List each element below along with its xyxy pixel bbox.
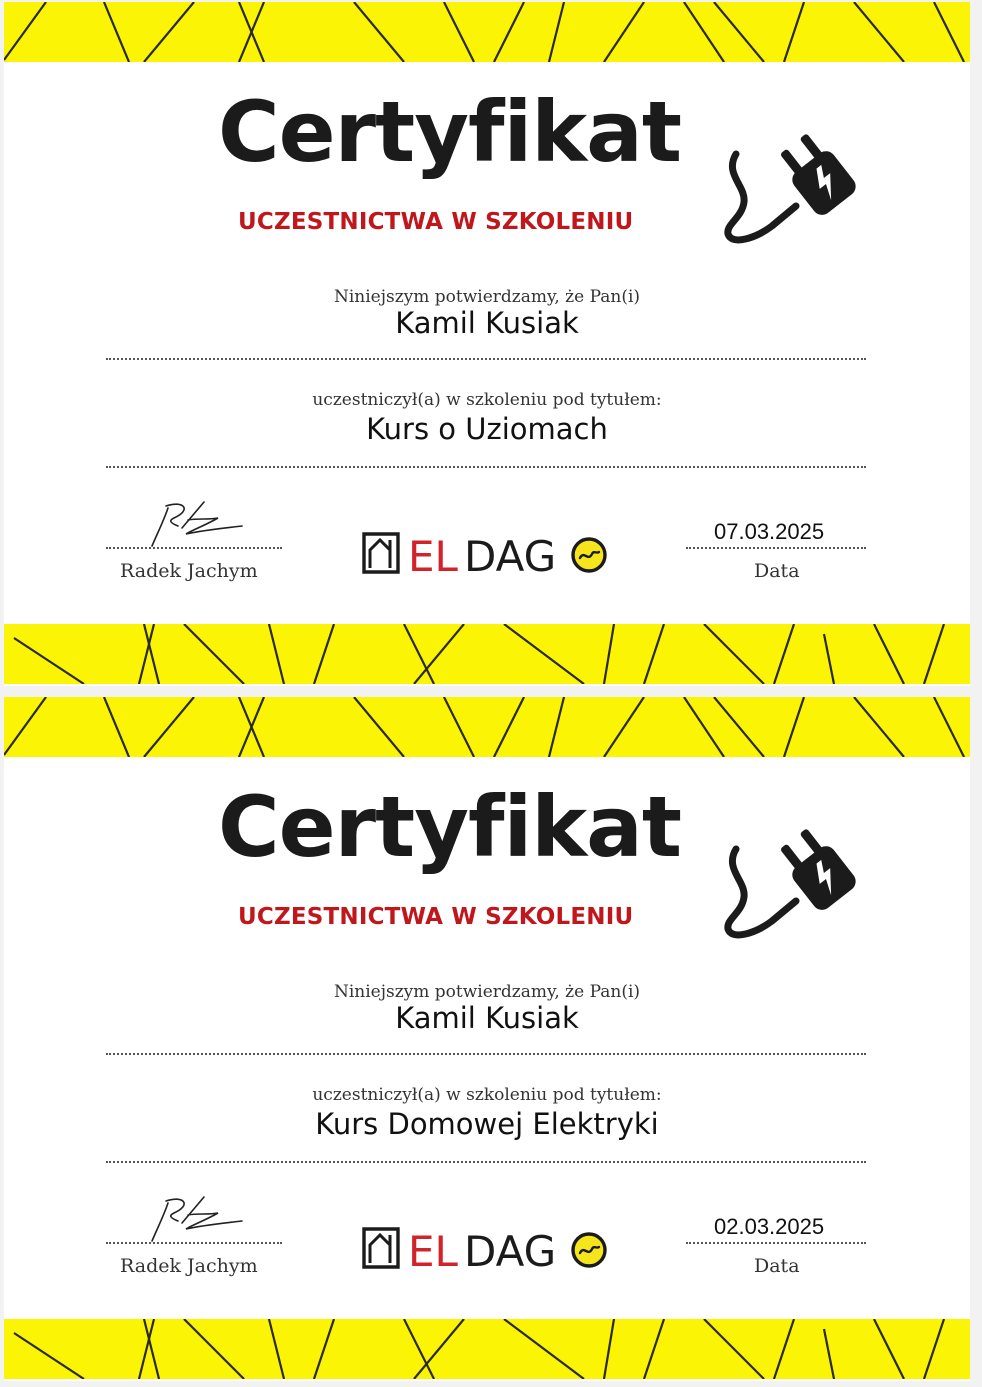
course-title: Kurs o Uziomach — [366, 412, 608, 446]
signatory-name: Radek Jachym — [120, 1255, 258, 1277]
top-decorative-band — [4, 697, 970, 757]
electric-plug-icon — [716, 809, 876, 939]
top-decorative-band — [4, 2, 970, 62]
signature-icon — [134, 1191, 250, 1247]
course-title: Kurs Domowej Elektryki — [315, 1107, 659, 1141]
bottom-decorative-band — [4, 624, 970, 684]
smile-o-icon — [573, 1234, 605, 1266]
band-pattern-bottom — [4, 1319, 970, 1379]
band-pattern-top — [4, 2, 970, 62]
logo-el-text: EL — [408, 532, 458, 578]
electric-plug-icon — [716, 114, 876, 244]
bottom-decorative-band — [4, 1319, 970, 1379]
date-label: Data — [754, 1255, 800, 1277]
certificate-subtitle: UCZESTNICTWA W SZKOLENIU — [238, 209, 634, 235]
smile-o-icon — [573, 539, 605, 571]
signature-dotted-line — [106, 547, 282, 549]
confirmation-text: Niniejszym potwierdzamy, że Pan(i) — [333, 287, 641, 307]
confirmation-text: Niniejszym potwierdzamy, że Pan(i) — [333, 982, 641, 1002]
course-dotted-line — [106, 466, 866, 468]
certificate-date: 02.03.2025 — [714, 1214, 825, 1239]
certificate-subtitle: UCZESTNICTWA W SZKOLENIU — [238, 904, 634, 930]
certificate-2 — [4, 697, 970, 1381]
participant-name: Kamil Kusiak — [395, 306, 579, 340]
date-label: Data — [754, 560, 800, 582]
certificate-1 — [4, 2, 970, 686]
logo-dag-text: DAG — [464, 1227, 557, 1273]
certificate-title: Certyfikat — [218, 778, 681, 876]
certificate-title: Certyfikat — [218, 83, 681, 181]
date-dotted-line — [686, 547, 866, 549]
signatory-name: Radek Jachym — [120, 560, 258, 582]
certificate-date: 07.03.2025 — [714, 519, 825, 544]
date-dotted-line — [686, 1242, 866, 1244]
house-logo-icon — [364, 534, 398, 572]
name-dotted-line — [106, 1053, 866, 1055]
name-dotted-line — [106, 358, 866, 360]
logo-dag-text: DAG — [464, 532, 557, 578]
eldago-logo — [360, 530, 610, 578]
logo-el-text: EL — [408, 1227, 458, 1273]
signature-dotted-line — [106, 1242, 282, 1244]
course-intro-text: uczestniczył(a) w szkoleniu pod tytułem: — [312, 390, 662, 410]
band-pattern-bottom — [4, 624, 970, 684]
band-pattern-top — [4, 697, 970, 757]
signature-icon — [134, 496, 250, 552]
course-dotted-line — [106, 1161, 866, 1163]
house-logo-icon — [364, 1229, 398, 1267]
eldago-logo — [360, 1225, 610, 1273]
course-intro-text: uczestniczył(a) w szkoleniu pod tytułem: — [312, 1085, 662, 1105]
participant-name: Kamil Kusiak — [395, 1001, 579, 1035]
